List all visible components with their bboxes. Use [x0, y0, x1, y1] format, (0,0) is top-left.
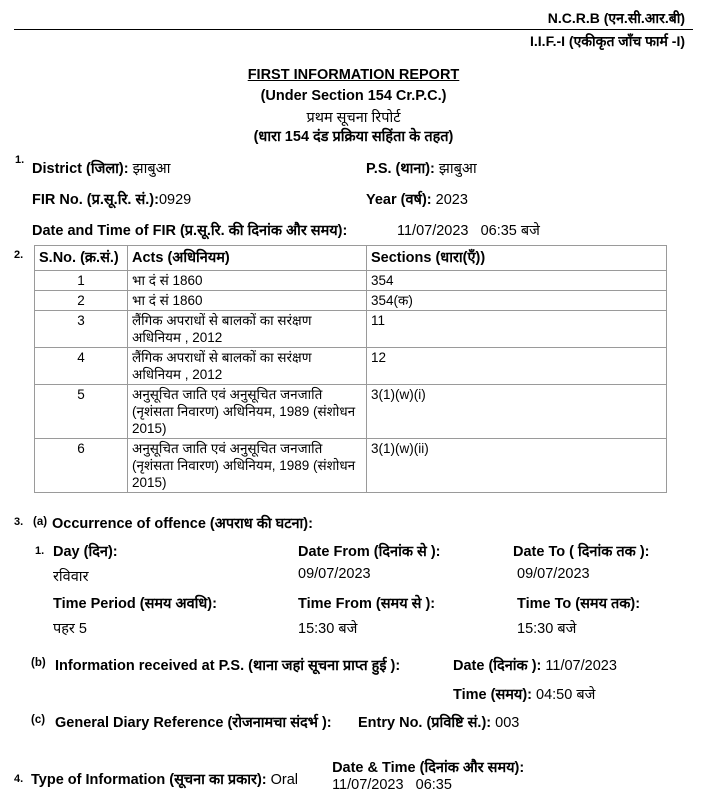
fir-datetime-value: 11/07/2023 06:35 बजे	[397, 223, 540, 239]
sub-item-1-number: 1.	[35, 545, 45, 557]
fir-datetime-label: Date and Time of FIR (प्र.सू.रि. की दिनांक और समय):	[32, 223, 348, 239]
report-title-hindi: प्रथम सूचना रिपोर्ट	[306, 110, 401, 126]
entry-label: Entry No. (प्रविष्टि सं.):	[358, 715, 492, 731]
info-received-time	[453, 684, 595, 704]
report-title: FIRST INFORMATION REPORT	[247, 67, 460, 83]
table-header-row	[35, 246, 667, 271]
info-date-label: Date (दिनांक ):	[453, 658, 542, 674]
table-row	[35, 348, 667, 385]
date-from-value: 09/07/2023	[298, 566, 371, 582]
info-type-label: Type of Information (सूचना का प्रकार):	[31, 772, 267, 788]
info-time-label: Time (समय):	[453, 687, 532, 703]
table-row	[35, 291, 667, 311]
row-sno: 4	[35, 348, 128, 385]
row-section: 3(1)(w)(ii)	[367, 439, 667, 493]
report-section-hindi: (धारा 154 दंड प्रक्रिया सहिंता के तहत)	[253, 129, 454, 145]
section-3c-marker: (c)	[31, 714, 46, 726]
time-period-value: पहर 5	[53, 621, 87, 637]
row-act: लैंगिक अपराधों से बालकों का सरंक्षण अधिनियम , 2012	[128, 311, 367, 348]
day-value: रविवार	[53, 569, 89, 585]
district-field	[32, 158, 170, 178]
col-header-acts: Acts (अधिनियम)	[128, 246, 367, 271]
fir-number-field	[32, 189, 191, 209]
entry-number-field	[358, 712, 519, 732]
row-sno: 1	[35, 271, 128, 291]
date-to-label: Date To ( दिनांक तक ):	[513, 544, 650, 560]
entry-value: 003	[495, 715, 520, 731]
row-act: भा दं सं 1860	[128, 271, 367, 291]
row-section: 3(1)(w)(i)	[367, 385, 667, 439]
row-act: भा दं सं 1860	[128, 291, 367, 311]
row-section: 354(क)	[367, 291, 667, 311]
fir-value: 0929	[158, 192, 192, 208]
info-received-label: Information received at P.S. (थाना जहां सूचना प्राप्त हुई ):	[55, 658, 401, 674]
table-row	[35, 385, 667, 439]
row-act: अनुसूचित जाति एवं अनुसूचित जनजाति (नृशंसता निवारण) अधिनियम, 1989 (संशोधन 2015)	[128, 439, 367, 493]
iif-label: I.I.F.-I (एकीकृत जाँच फार्म -I)	[530, 33, 685, 49]
section-1-number: 1.	[15, 154, 25, 166]
row-sno: 5	[35, 385, 128, 439]
district-value: झाबुआ	[132, 161, 171, 177]
section-3a-marker: (a)	[33, 516, 48, 528]
general-diary-label: General Diary Reference (रोजनामचा संदर्भ ):	[55, 715, 332, 731]
info-time-value: 04:50 बजे	[536, 687, 596, 703]
year-value: 2023	[435, 192, 468, 208]
row-act: लैंगिक अपराधों से बालकों का सरंक्षण अधिनियम , 2012	[128, 348, 367, 385]
section-4-number: 4.	[14, 773, 24, 785]
table-row	[35, 439, 667, 493]
row-sno: 6	[35, 439, 128, 493]
district-label: District (जिला):	[32, 161, 129, 177]
day-label: Day (दिन):	[53, 544, 118, 560]
year-field	[366, 189, 468, 209]
info-type-field	[31, 769, 298, 789]
police-station-field	[366, 158, 477, 178]
time-from-label: Time From (समय से ):	[298, 596, 436, 612]
row-section: 354	[367, 271, 667, 291]
ncrb-label: N.C.R.B (एन.सी.आर.बी)	[547, 10, 685, 26]
info-type-value: Oral	[270, 772, 299, 788]
row-section: 11	[367, 311, 667, 348]
section-3-number: 3.	[14, 516, 24, 528]
fir-label: FIR No. (प्र.सू.रि. सं.):	[32, 192, 159, 208]
row-sno: 2	[35, 291, 128, 311]
date-from-label: Date From (दिनांक से ):	[298, 544, 441, 560]
time-from-value: 15:30 बजे	[298, 621, 358, 637]
report-under-section: (Under Section 154 Cr.P.C.)	[260, 88, 447, 104]
row-act: अनुसूचित जाति एवं अनुसूचित जनजाति (नृशंसता निवारण) अधिनियम, 1989 (संशोधन 2015)	[128, 385, 367, 439]
ps-label: P.S. (थाना):	[366, 161, 435, 177]
acts-table	[34, 245, 667, 493]
time-to-value: 15:30 बजे	[517, 621, 577, 637]
section-2-number: 2.	[14, 249, 24, 261]
header-rule	[14, 29, 693, 30]
year-label: Year (वर्ष):	[366, 192, 432, 208]
row-section: 12	[367, 348, 667, 385]
col-header-sections: Sections (धारा(एँ))	[367, 246, 667, 271]
section-3b-marker: (b)	[31, 657, 46, 669]
gd-datetime-field	[324, 741, 524, 793]
date-to-value: 09/07/2023	[517, 566, 590, 582]
table-row	[35, 271, 667, 291]
occurrence-title: Occurrence of offence (अपराध की घटना):	[52, 516, 313, 532]
time-to-label: Time To (समय तक):	[517, 596, 641, 612]
info-date-value: 11/07/2023	[545, 658, 617, 674]
col-header-sno: S.No. (क्र.सं.)	[35, 246, 128, 271]
gd-datetime-value: 11/07/2023 06:35	[332, 777, 452, 793]
row-sno: 3	[35, 311, 128, 348]
info-received-date	[453, 655, 617, 675]
table-row	[35, 311, 667, 348]
gd-datetime-label: Date & Time (दिनांक और समय):	[332, 760, 525, 776]
time-period-label: Time Period (समय अवधि):	[53, 596, 217, 612]
ps-value: झाबुआ	[438, 161, 477, 177]
